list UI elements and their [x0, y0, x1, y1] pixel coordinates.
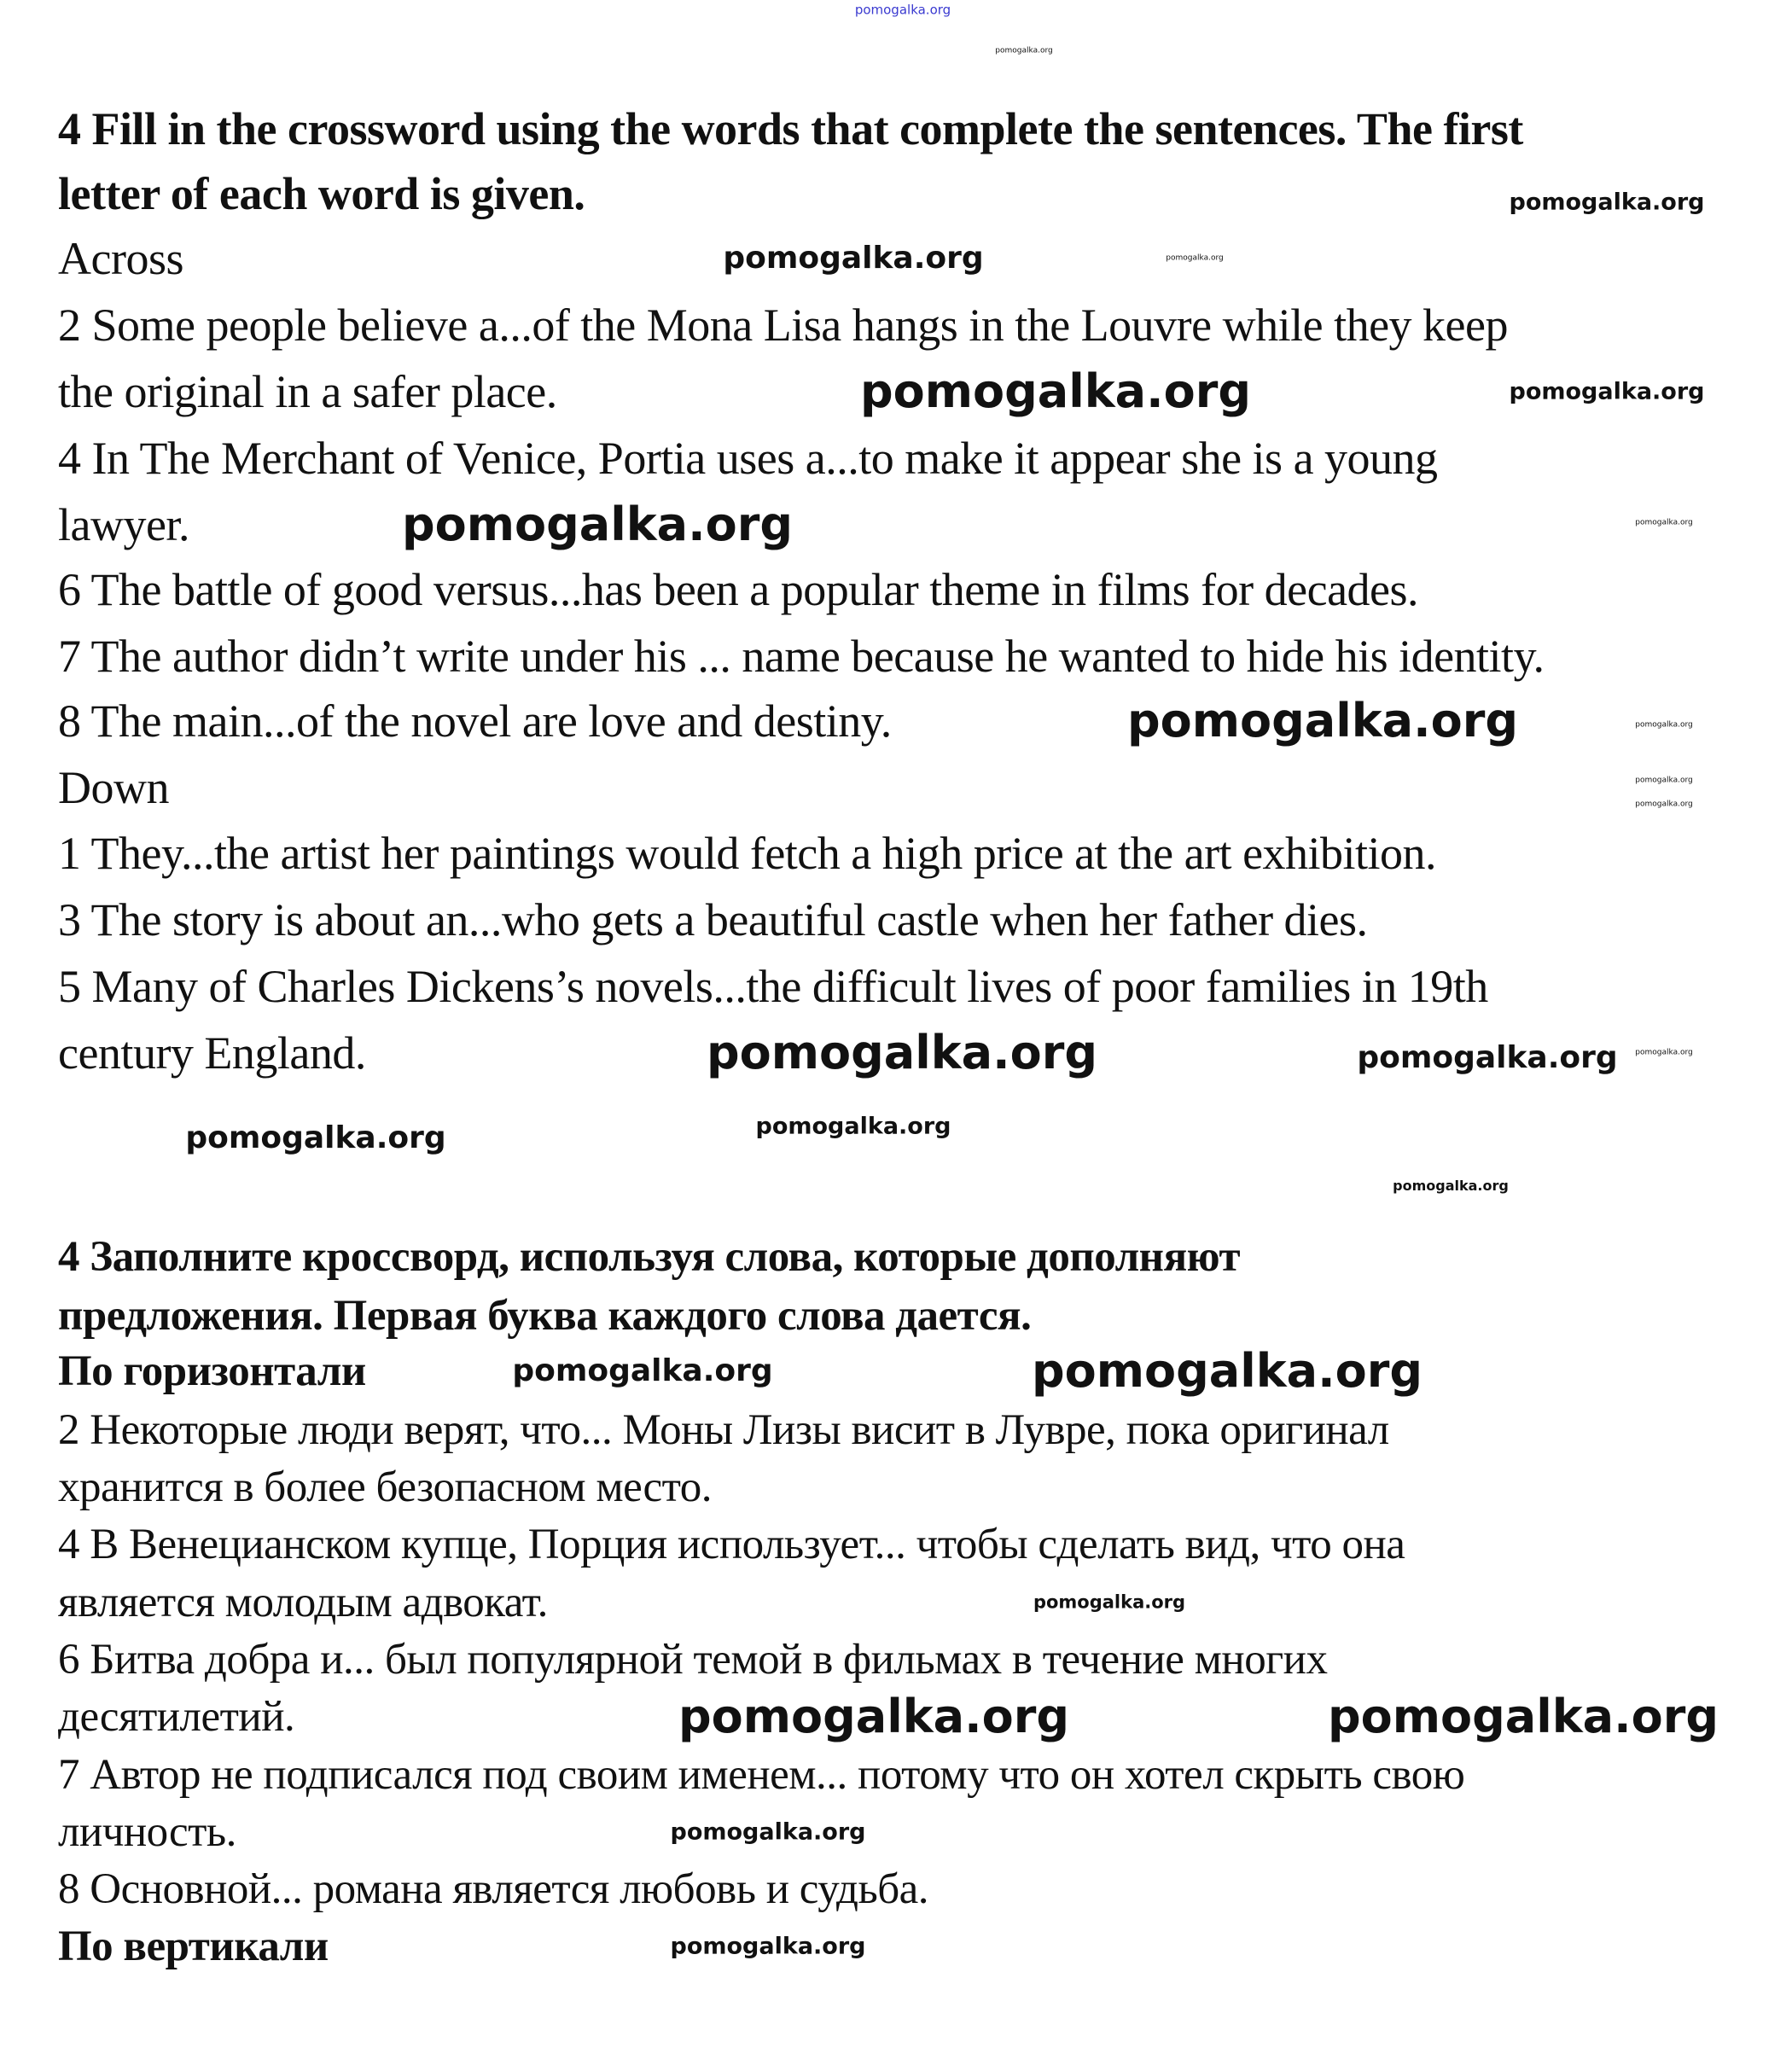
watermark: pomogalka.org	[1127, 694, 1518, 748]
watermark: pomogalka.org	[1635, 1048, 1693, 1057]
watermark: pomogalka.org	[1509, 189, 1705, 216]
section-heading-down-ru: По вертикали	[58, 1923, 329, 1970]
clue-line: 8 The main...of the novel are love and destiny.	[58, 695, 892, 747]
watermark: pomogalka.org	[755, 1113, 951, 1140]
exercise-title-ru: предложения. Первая буква каждого слова дается.	[58, 1292, 1032, 1340]
clue-line: lawyer.	[58, 499, 189, 550]
watermark: pomogalka.org	[1328, 1690, 1719, 1743]
exercise-title: letter of each word is given.	[58, 168, 585, 219]
watermark: pomogalka.org	[1635, 720, 1693, 730]
clue-line: 3 The story is about an...who gets a beautiful castle when her father dies.	[58, 894, 1368, 945]
clue-line-ru: хранится в более безопасном место.	[58, 1463, 713, 1511]
watermark: pomogalka.org	[1635, 518, 1693, 527]
watermark: pomogalka.org	[1033, 1591, 1186, 1613]
watermark: pomogalka.org	[670, 1818, 866, 1846]
watermark: pomogalka.org	[1393, 1178, 1509, 1194]
clue-line-ru: 7 Автор не подписался под своим именем... потому что он хотел скрыть свою	[58, 1751, 1465, 1799]
watermark: pomogalka.org	[854, 2, 951, 18]
watermark: pomogalka.org	[1635, 776, 1693, 785]
watermark: pomogalka.org	[1357, 1040, 1618, 1075]
watermark: pomogalka.org	[512, 1353, 773, 1388]
clue-line-ru: личность.	[58, 1808, 236, 1856]
clue-line-ru: 2 Некоторые люди верят, что... Моны Лизы висит в Лувре, пока оригинал	[58, 1406, 1389, 1454]
clue-line: 4 In The Merchant of Venice, Portia uses a...to make it appear she is a young	[58, 433, 1438, 484]
section-heading-down: Down	[58, 762, 169, 813]
clue-line: 1 They...the artist her paintings would fetch a high price at the art exhibition.	[58, 828, 1437, 879]
watermark: pomogalka.org	[1032, 1344, 1423, 1398]
watermark: pomogalka.org	[1166, 253, 1224, 263]
watermark: pomogalka.org	[670, 1933, 866, 1960]
clue-line: 5 Many of Charles Dickens’s novels...the difficult lives of poor families in 19th	[58, 961, 1488, 1012]
watermark: pomogalka.org	[860, 364, 1251, 418]
clue-line-ru: 8 Основной... романа является любовь и судьба.	[58, 1865, 929, 1913]
clue-line: 7 The author didn’t write under his ... name because he wanted to hide his identity.	[58, 631, 1545, 682]
exercise-title: 4 Fill in the crossword using the words that complete the sentences. The first	[58, 103, 1523, 154]
section-heading-across: Across	[58, 233, 183, 284]
watermark: pomogalka.org	[707, 1026, 1097, 1079]
exercise-title-ru: 4 Заполните кроссворд, используя слова, которые дополняют	[58, 1233, 1241, 1281]
section-heading-across-ru: По горизонтали	[58, 1347, 366, 1395]
watermark: pomogalka.org	[678, 1690, 1069, 1743]
clue-line-ru: десятилетий.	[58, 1693, 295, 1741]
watermark: pomogalka.org	[1635, 800, 1693, 809]
clue-line-ru: является молодым адвокат.	[58, 1579, 548, 1626]
watermark: pomogalka.org	[185, 1120, 446, 1155]
clue-line-ru: 6 Битва добра и... был популярной темой в фильмах в течение многих	[58, 1636, 1328, 1684]
clue-line: 6 The battle of good versus...has been a popular theme in films for decades.	[58, 564, 1419, 615]
watermark: pomogalka.org	[1509, 378, 1705, 405]
watermark: pomogalka.org	[402, 497, 793, 551]
watermark: pomogalka.org	[995, 46, 1053, 55]
watermark: pomogalka.org	[723, 241, 984, 276]
clue-line: 2 Some people believe a...of the Mona Lisa hangs in the Louvre while they keep	[58, 300, 1508, 351]
clue-line-ru: 4 В Венецианском купце, Порция использует... чтобы сделать вид, что она	[58, 1521, 1405, 1568]
clue-line: the original in a safer place.	[58, 366, 557, 417]
clue-line: century England.	[58, 1027, 366, 1079]
